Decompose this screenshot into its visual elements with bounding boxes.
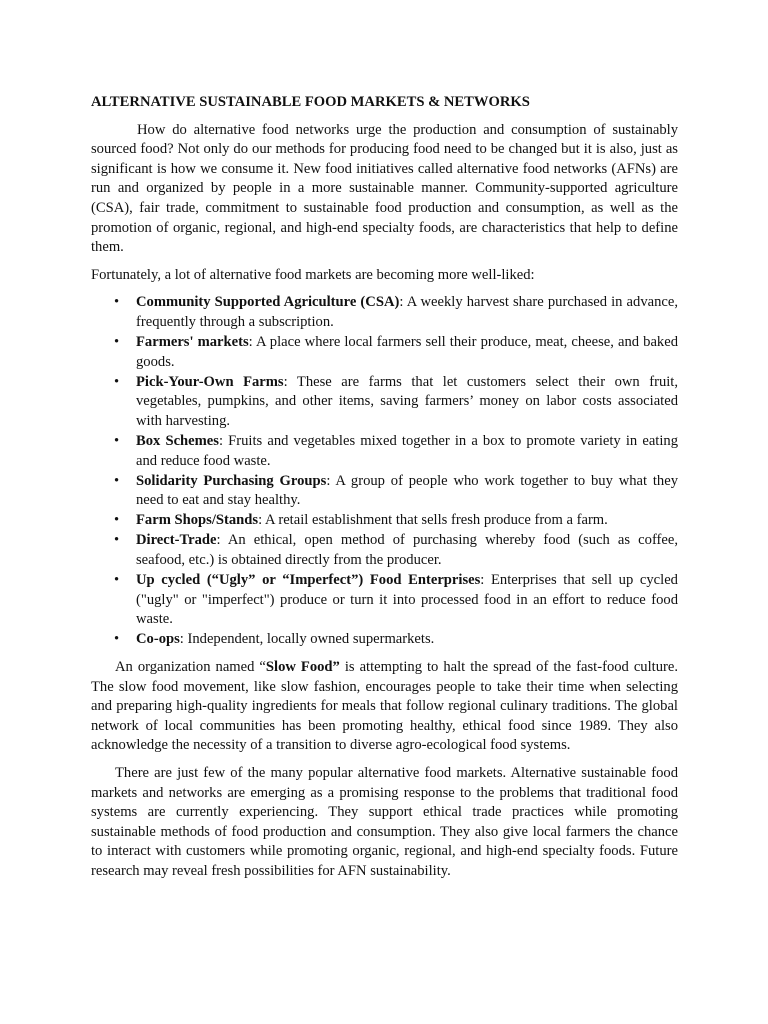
slow-food-paragraph xyxy=(91,658,678,756)
document-title: ALTERNATIVE SUSTAINABLE FOOD MARKETS & NETWORKS xyxy=(91,94,530,110)
intro-paragraph: How do alternative food networks urge the production and consumption of sustainably sourced food? Not only do our methods for producing food need to be changed but it is also, just as significant is how we consume it. New food initiatives called alternative food networks (AFNs) are run and organized by people in a more sustainable manner. Community-supported agriculture (CSA), fair trade, commitment to sustainable food production and consumption, as well as the promotion of organic, regional, and high-end specialty foods, are characteristics that help to define them. xyxy=(91,121,678,256)
market-list-item xyxy=(91,630,678,650)
document-page xyxy=(91,93,678,890)
bullet-icon: • xyxy=(114,433,120,449)
slow-food-term: Slow Food” xyxy=(265,659,340,676)
market-term: Box Schemes xyxy=(136,433,219,449)
bullet-icon: • xyxy=(114,512,120,529)
market-description: : A retail establishment that sells fresh produce from a farm. xyxy=(258,512,608,529)
market-description: : A group of people who work together to buy what they need to eat and stay healthy. xyxy=(136,472,678,509)
market-term: Co-ops xyxy=(136,631,180,648)
market-list-item xyxy=(91,373,678,432)
market-list-item xyxy=(91,333,678,372)
market-term: Direct-Trade xyxy=(136,532,217,549)
slow-food-before: An organization named “ xyxy=(115,659,266,676)
market-list-item xyxy=(91,511,678,531)
bullet-icon: • xyxy=(114,532,120,549)
slow-food-after: is attempting to halt the spread of the fast-food culture. The slow food movement, like slow fashion, encourages people to take their time when selecting and preparing high-quality ingredients for meals that follow regional culinary traditions. The global network of local communities has been promoting healthy, ethical food since 1989. They also acknowledge the necessity of a transition to diverse agro-ecological food systems. xyxy=(91,659,678,754)
market-list-item xyxy=(91,571,678,630)
lead-in-paragraph: Fortunately, a lot of alternative food markets are becoming more well-liked: xyxy=(91,266,535,283)
market-description: : A place where local farmers sell their produce, meat, cheese, and baked goods. xyxy=(136,334,678,370)
market-term: Community Supported Agriculture (CSA) xyxy=(136,294,400,311)
market-description: : An ethical, open method of purchasing whereby food (such as coffee, seafood, etc.) is obtained directly from the producer. xyxy=(136,532,678,569)
markets-list xyxy=(91,293,678,650)
bullet-icon: • xyxy=(114,631,120,648)
bullet-icon: • xyxy=(114,334,120,351)
market-term: Pick-Your-Own Farms xyxy=(136,373,284,390)
market-list-item xyxy=(91,293,678,332)
bullet-icon: • xyxy=(114,472,120,489)
bullet-icon: • xyxy=(114,572,120,589)
market-list-item xyxy=(91,531,678,570)
market-term: Solidarity Purchasing Groups xyxy=(136,472,327,489)
bullet-icon: • xyxy=(114,373,120,390)
conclusion-paragraph: There are just few of the many popular alternative food markets. Alternative sustainable food markets and networks are emerging as a promising response to the problems that traditional food systems are currently experiencing. They support ethical trade practices while promoting sustainable methods of food production and consumption. They also give local farmers the chance to interact with customers while promoting organic, regional, and high-end specialty foods. Future research may reveal fresh possibilities for AFN sustainability. xyxy=(91,765,678,879)
market-description: : Fruits and vegetables mixed together in a box to promote variety in eating and reduce food waste. xyxy=(136,433,678,469)
market-term: Up cycled (“Ugly” or “Imperfect”) Food Enterprises xyxy=(136,572,481,589)
market-term: Farm Shops/Stands xyxy=(136,512,259,529)
market-list-item xyxy=(91,472,678,511)
market-description: : A weekly harvest share purchased in advance, frequently through a subscription. xyxy=(136,294,678,330)
market-description: : These are farms that let customers select their own fruit, vegetables, pumpkins, and other items, saving farmers’ money on labor costs associated with harvesting. xyxy=(136,373,678,429)
bullet-icon: • xyxy=(114,294,120,311)
market-term: Farmers' markets xyxy=(136,334,249,351)
market-description: : Enterprises that sell up cycled ("ugly" or "imperfect") produce or turn it into processed food in an effort to reduce food waste. xyxy=(136,572,678,628)
market-description: : Independent, locally owned supermarkets. xyxy=(179,631,435,648)
market-list-item xyxy=(91,432,678,471)
